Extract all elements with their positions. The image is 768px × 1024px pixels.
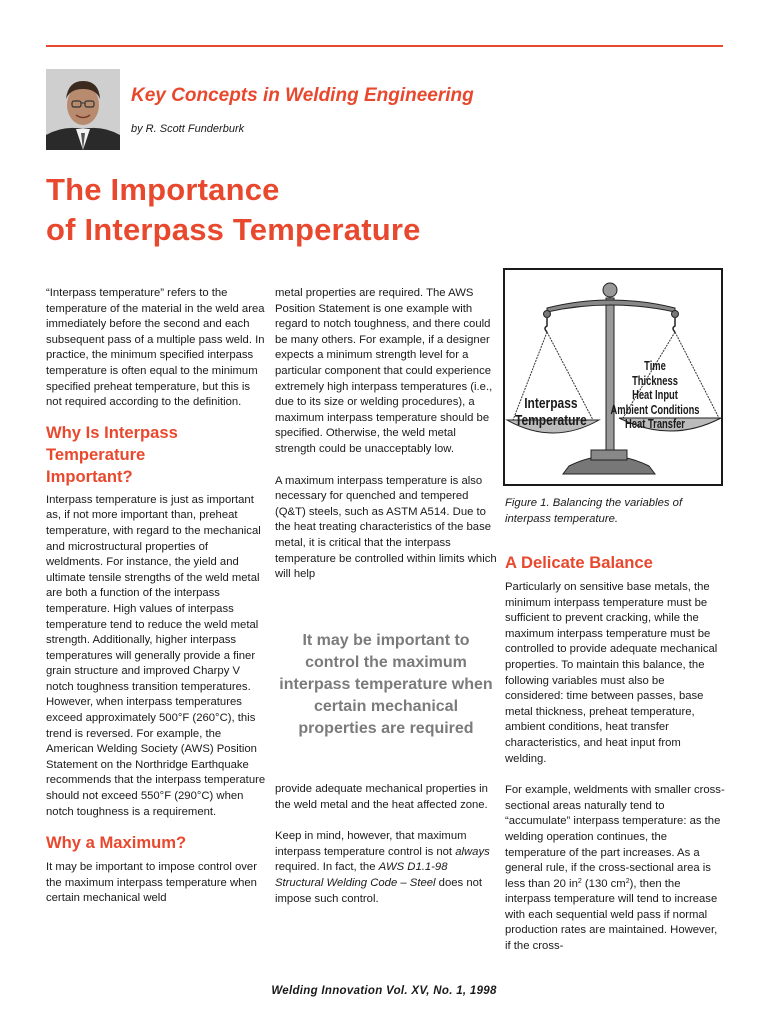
byline: by R. Scott Funderburk	[131, 123, 245, 135]
figure-right-item: Thickness	[632, 373, 678, 388]
paragraph: Particularly on sensitive base metals, the minimum interpass temperature must be sufficient to prevent cracking, while the maximum interpass temperature must be controlled to provide adequate mechanical properties. To maintain this balance, the following variables must also be considered: time between passes, base metal thickness, preheat temperature, ambient conditions, heat transfer characteristics, and heat input from welding.	[505, 581, 718, 765]
paragraph: A maximum interpass temperature is also necessary for quenched and tempered (Q&T) steels, such as ASTM A514. Due to the heat treating characteristics of the base metal, it is critical that the interpass temperature be controlled within limits which will help	[275, 474, 497, 581]
article-title	[46, 170, 421, 250]
pull-quote: It may be important to control the maximum interpass temperature when certain mechanical properties are required	[279, 632, 493, 737]
figure-right-labels	[610, 359, 700, 432]
column-2	[275, 286, 497, 583]
figure-right-item: Ambient Conditions	[610, 402, 700, 417]
paragraph: It may be important to impose control over the maximum interpass temperature when certain mechanical weld	[46, 861, 257, 905]
figure-left-label: Interpass Temperature	[515, 395, 587, 429]
title-line-1: The Importance	[46, 172, 280, 207]
figure-right-item: Heat Input	[632, 388, 678, 402]
top-rule	[46, 45, 723, 47]
paragraph: Interpass temperature is just as important as, if not more important than, preheat temperature, with regard to the mechanical and microstructural properties of weldments. For instance, the yield and ultimate tensile strengths of the weld metal are both a function of the interpass temperature. High values of interpass temperature tend to reduce the weld metal strength. Additionally, higher interpass temperatures will generally provide a finer grain structure and improved Charpy V notch toughness transition temperatures. However, when interpass temperatures exceed approximately 500°F (260°C), this trend is reversed. For example, the American Welding Society (AWS) Position Statement on the Northridge Earthquake recommends that the interpass temperature should not exceed 550°F (290°C) when notch toughness is a requirement.	[46, 493, 266, 818]
author-photo	[46, 69, 120, 150]
title-line-2: of Interpass Temperature	[46, 212, 421, 247]
section-heading: Why a Maximum?	[46, 833, 187, 853]
column-1	[46, 286, 266, 907]
paragraph: provide adequate mechanical properties in the weld metal and the heat affected zone.	[275, 783, 488, 811]
paragraph: “Interpass temperature” refers to the temperature of the material in the weld area immediately before the second and each subsequent pass of a multiple pass weld. In practice, the minimum specified interpass temperature is often equal to the minimum specified preheat temperature, but this is not required according to the definition.	[46, 287, 265, 409]
section-heading: Why Is Interpass Temperature Important?	[46, 422, 178, 486]
paragraph: Keep in mind, however, that maximum interpass temperature control is not always required. In fact, the AWS D1.1-98 Structural Welding Code – Steel does not impose such control.	[275, 830, 490, 905]
paragraph: metal properties are required. The AWS Position Statement is one example with regard to notch toughness, and there could be many others. For example, if a designer expects a minimum strength level for a particular component that could experience extremely high interpass temperatures (i.e., due to its size or welding procedures), a maximum interpass temperature should be specified. Otherwise, the weld metal strength could be unacceptably low.	[275, 287, 493, 455]
figure-caption: Figure 1. Balancing the variables of interpass temperature.	[505, 497, 683, 525]
paragraph: For example, weldments with smaller cross-sectional areas naturally tend to “accumulate” interpass temperature: as the welding operation continues, the temperature of the part increases. As a general rule, if the cross-sectional area is less than 20 $in^2$ (130 $cm^2$), then the interpass temperature will tend to increase with each sequential weld pass if normal production rates are maintained. However, if the cross-	[505, 784, 725, 953]
series-title: Key Concepts in Welding Engineering	[131, 85, 474, 106]
column-2-continued	[275, 782, 497, 907]
figure-balance-scale	[503, 268, 723, 486]
figure-right-item: Time	[644, 359, 666, 373]
section-heading: A Delicate Balance	[505, 553, 653, 572]
column-3	[505, 552, 725, 955]
page-footer: Welding Innovation Vol. XV, No. 1, 1998	[271, 985, 497, 997]
figure-right-item: Heat Transfer	[625, 417, 685, 431]
